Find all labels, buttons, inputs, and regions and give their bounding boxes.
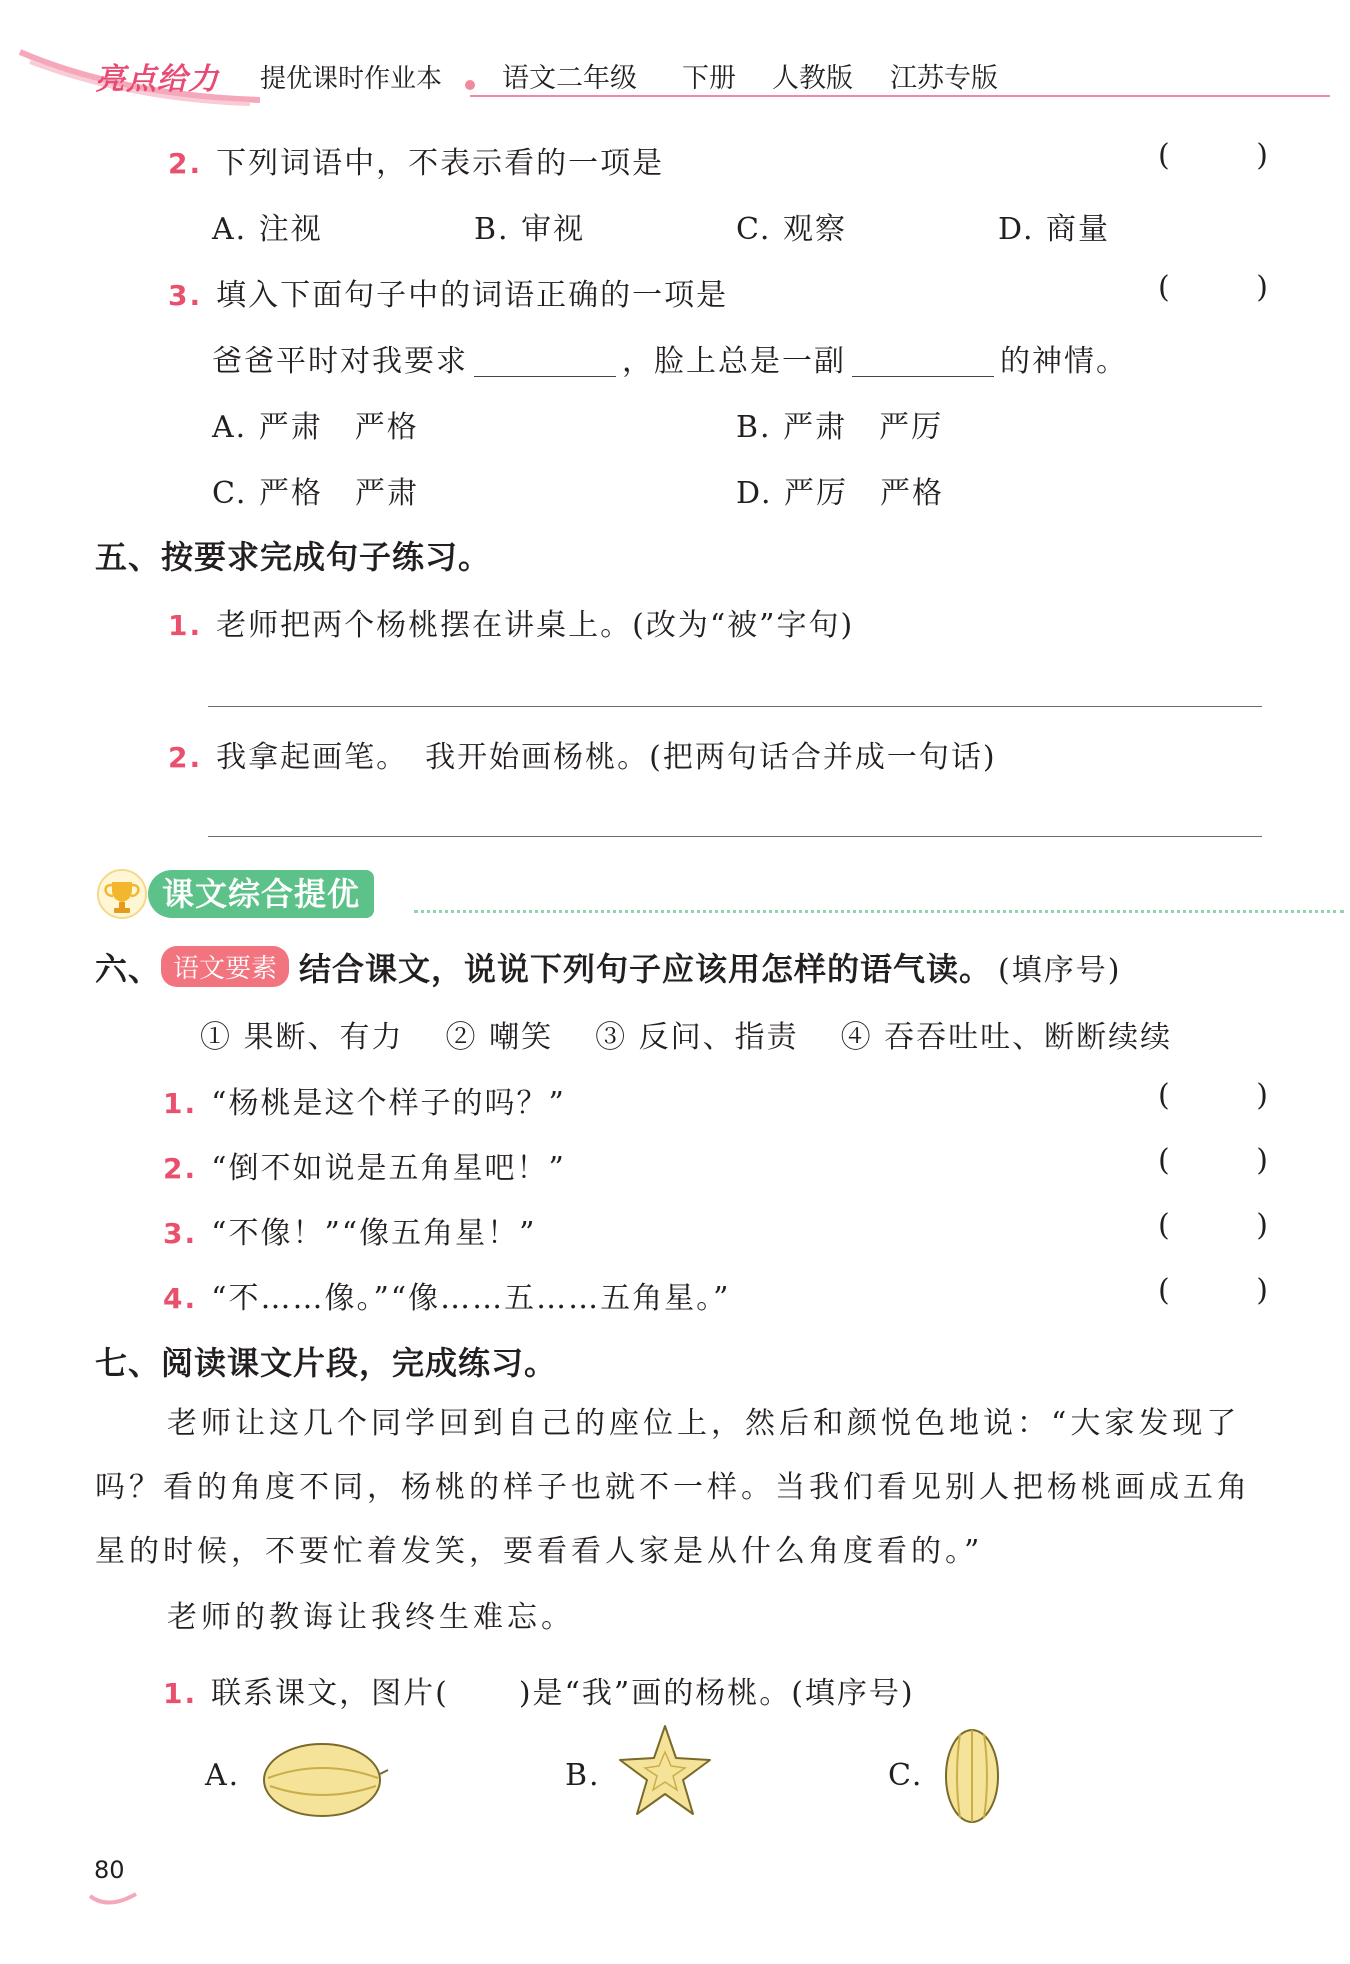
paren-close: ) — [1256, 1078, 1268, 1113]
paren-open: ( — [1158, 1208, 1170, 1243]
question-number: 3. — [168, 279, 203, 312]
question-text: 我拿起画笔。 我开始画杨桃。(把两句话合并成一句话) — [216, 740, 997, 775]
section-title-text: 结合课文，说说下列句子应该用怎样的语气读。 — [299, 950, 993, 988]
question-text: “倒不如说是五角星吧！” — [211, 1151, 566, 1186]
question-number: 1. — [168, 609, 203, 642]
question-number: 3. — [163, 1217, 198, 1250]
starfruit-end-icon[interactable] — [938, 1726, 1008, 1826]
answer-paren[interactable] — [1158, 1143, 1268, 1178]
sentence-part: ，脸上总是一副 — [622, 344, 846, 379]
section-tag: 语文要素 — [161, 946, 289, 987]
answer-line[interactable] — [208, 706, 1262, 707]
paren-close: ) — [1256, 1273, 1268, 1308]
paren-open: ( — [1158, 1078, 1170, 1113]
question-number: 2. — [163, 1152, 198, 1185]
reading-paragraph: 老师让这几个同学回到自己的座位上，然后和颜悦色地说：“大家发现了吗？看的角度不同，杨桃的样子也就不一样。当我们看见别人把杨桃画成五角星的时候，不要忙着发笑，要看看人家是从什么角度看的。” — [95, 1406, 1251, 1569]
list-item — [163, 1143, 566, 1187]
list-item — [163, 1078, 566, 1122]
tone-choice: ② 嘲笑 — [445, 1020, 554, 1055]
header-brand: 亮点给力 — [95, 62, 219, 97]
section-hint: (填序号) — [998, 953, 1122, 988]
option-a: A. 注视 — [212, 212, 323, 247]
paren-close: ) — [1256, 1143, 1268, 1178]
header-edition: 人教版 — [772, 63, 853, 94]
section-title — [95, 944, 1121, 990]
fill-sentence — [212, 336, 1128, 380]
question-text: 老师把两个杨桃摆在讲桌上。(改为“被”字句) — [216, 608, 855, 643]
question-number: 2. — [168, 147, 203, 180]
paren-close: ) — [1256, 138, 1268, 173]
banner-label: 课文综合提优 — [148, 870, 374, 918]
page-header — [0, 40, 1350, 110]
question-3 — [168, 270, 728, 314]
question-number: 1. — [163, 1677, 198, 1710]
picture-label: B. — [565, 1758, 601, 1793]
banner-dotted-line — [414, 910, 1344, 913]
starfruit-side-icon[interactable] — [258, 1730, 390, 1826]
answer-paren[interactable] — [1158, 138, 1268, 173]
question-text: )是“我”画的杨桃。(填序号) — [518, 1676, 915, 1711]
option-a: A. 严肃 严格 — [212, 410, 419, 445]
section-prefix: 六、 — [95, 950, 162, 988]
tone-choice: ① 果断、有力 — [200, 1020, 404, 1055]
question-text: 填入下面句子中的词语正确的一项是 — [216, 278, 729, 313]
list-item — [163, 1273, 730, 1317]
tone-choice: ④ 吞吞吐吐、断断续续 — [840, 1020, 1173, 1055]
question-text: “不……像。”“像……五……五角星。” — [211, 1281, 731, 1316]
header-grade: 语文二年级 — [502, 63, 637, 94]
question-number: 1. — [163, 1087, 198, 1120]
reading-paragraph: 老师的教诲让我终生难忘。 — [167, 1600, 575, 1635]
question-1 — [168, 600, 854, 644]
sentence-part: 爸爸平时对我要求 — [212, 344, 468, 379]
answer-paren[interactable] — [1158, 270, 1268, 305]
section-banner — [92, 866, 1262, 922]
answer-paren[interactable] — [1158, 1208, 1268, 1243]
header-volume: 下册 — [682, 63, 736, 94]
paren-open: ( — [1158, 1143, 1170, 1178]
paren-open: ( — [1158, 1273, 1170, 1308]
section-title: 七、阅读课文片段，完成练习。 — [95, 1344, 558, 1382]
paren-close: ) — [1256, 1208, 1268, 1243]
header-subtitle: 提优课时作业本 — [260, 64, 443, 94]
section-title: 五、按要求完成句子练习。 — [95, 538, 492, 576]
option-d: D. 商量 — [998, 212, 1111, 247]
paren-close: ) — [1256, 270, 1268, 305]
starfruit-star-icon[interactable] — [615, 1722, 715, 1822]
question-2 — [168, 138, 664, 182]
question-1 — [163, 1668, 915, 1712]
fill-blank[interactable] — [852, 376, 994, 377]
option-d: D. 严厉 严格 — [736, 476, 945, 511]
paren-open: ( — [1158, 138, 1170, 173]
fill-blank[interactable] — [474, 376, 616, 377]
option-b: B. 审视 — [474, 212, 586, 247]
question-number: 2. — [168, 741, 203, 774]
tone-choice: ③ 反问、指责 — [595, 1020, 799, 1055]
option-c: C. 观察 — [736, 212, 847, 247]
question-number: 4. — [163, 1282, 198, 1315]
picture-label: C. — [888, 1758, 924, 1793]
page-number: 80 — [94, 1856, 125, 1884]
sentence-part: 的神情。 — [1000, 344, 1128, 379]
question-text: “杨桃是这个样子的吗？” — [211, 1086, 566, 1121]
answer-paren[interactable] — [1158, 1078, 1268, 1113]
question-text: 联系课文，图片( — [211, 1676, 449, 1711]
option-b: B. 严肃 严厉 — [736, 410, 944, 445]
answer-line[interactable] — [208, 836, 1262, 837]
picture-label: A. — [205, 1758, 241, 1793]
answer-paren[interactable] — [1158, 1273, 1268, 1308]
question-2 — [168, 732, 997, 776]
tone-choices — [200, 1012, 1172, 1056]
trophy-icon — [92, 866, 154, 922]
option-c: C. 严格 严肃 — [212, 476, 419, 511]
question-text: 下列词语中，不表示看的一项是 — [216, 146, 665, 181]
question-text: “不像！”“像五角星！” — [211, 1216, 537, 1251]
paren-open: ( — [1158, 270, 1170, 305]
list-item — [163, 1208, 536, 1252]
header-region: 江苏专版 — [890, 63, 998, 94]
